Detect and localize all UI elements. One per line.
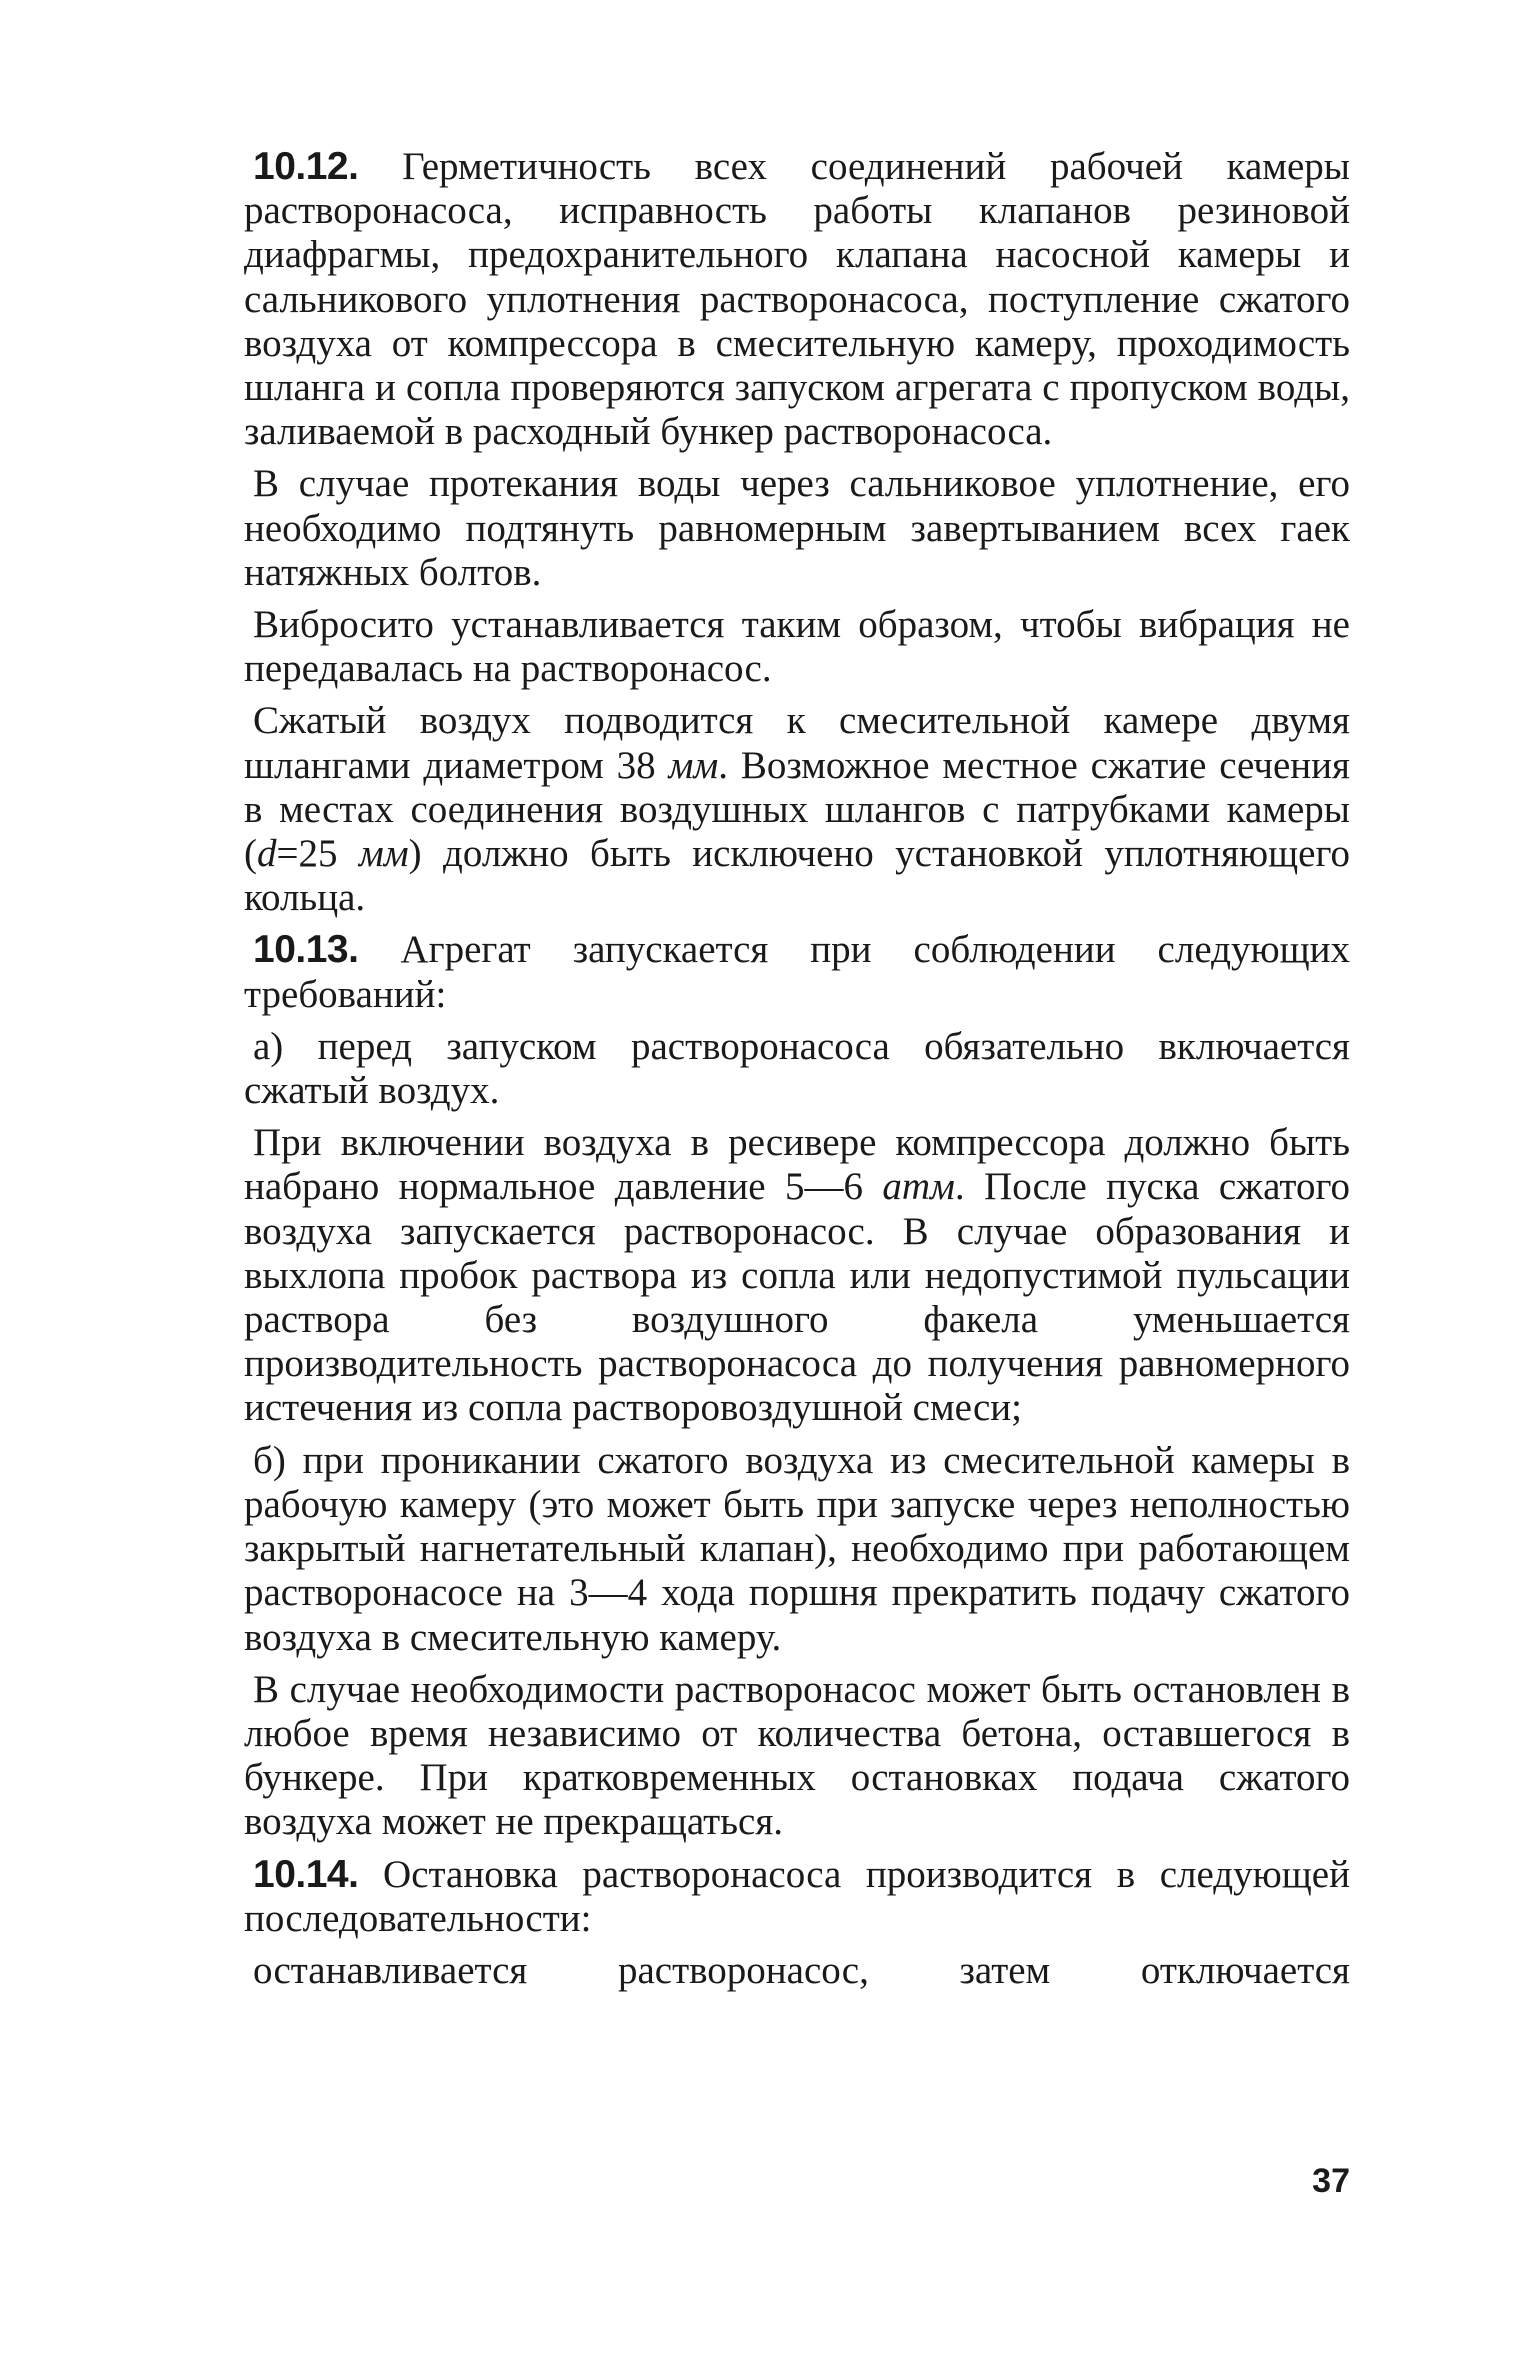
paragraph-text: При включении воздуха в ресивере компрессора должно быть набрано нормальное давление 5—6 bbox=[244, 1121, 1350, 1209]
paragraph-text: Герметичность всех соединений рабочей камеры растворонасоса, исправность работы клапанов резиновой диафрагмы, предохранительного клапана насосной камеры и сальникового уплотнения растворонасоса, поступление сжатого воздуха от компрессора в смесительную камеру, проходимость шланга и сопла проверяются запуском агрегата с пропуском воды, заливаемой в расходный бункер растворонасоса. bbox=[244, 145, 1350, 454]
paragraph-text: б) при проникании сжатого воздуха из смесительной камеры в рабочую камеру (это может быть при запуске через неполностью закрытый нагнетательный клапан), необходимо при работающем растворонасосе на 3—4 хода поршня прекратить подачу сжатого воздуха в смесительную камеру. bbox=[244, 1438, 1350, 1659]
paragraph-10-14 bbox=[244, 1853, 1350, 1941]
unit-atm: атм bbox=[882, 1165, 955, 1209]
paragraph bbox=[244, 1949, 1350, 1993]
paragraph-text: В случае протекания воды через сальниковое уплотнение, его необходимо подтянуть равномерным завертыванием всех гаек натяжных болтов. bbox=[244, 462, 1350, 594]
variable-d: d bbox=[257, 832, 277, 876]
paragraph bbox=[244, 1121, 1350, 1430]
section-number: 10.13. bbox=[253, 928, 359, 972]
paragraph-text: Остановка растворонасоса производится в следующей последовательности: bbox=[244, 1852, 1350, 1940]
paragraph-text: . После пуска сжатого воздуха запускается растворонасос. В случае образования и выхлопа пробок раствора из сопла или недопустимой пульсации раствора без воздушного факела уменьшается производительность растворонасоса до получения равномерного истечения из сопла растворовоздушной смеси; bbox=[244, 1165, 1350, 1430]
section-number: 10.12. bbox=[253, 145, 359, 188]
unit-mm: мм bbox=[668, 743, 719, 787]
paragraph bbox=[244, 1668, 1350, 1845]
body-text bbox=[244, 145, 1350, 2001]
paragraph-text: В случае необходимости растворонасос может быть остановлен в любое время независимо от количества бетона, оставшегося в бункере. При кратковременных остановках подача сжатого воздуха может не прекращаться. bbox=[244, 1667, 1350, 1844]
paragraph bbox=[244, 603, 1350, 691]
paragraph-text: ) должно быть исключено установкой уплотняющего кольца. bbox=[244, 832, 1350, 920]
list-item-a bbox=[244, 1025, 1350, 1113]
paragraph bbox=[244, 462, 1350, 595]
page-number: 37 bbox=[1312, 2162, 1350, 2200]
unit-mm: мм bbox=[358, 832, 409, 876]
paragraph-10-13 bbox=[244, 928, 1350, 1016]
paragraph-text: =25 bbox=[276, 832, 359, 876]
paragraph-text: Сжатый воздух подводится к смесительной камере двумя шлангами диаметром 38 bbox=[244, 699, 1350, 787]
list-item-b bbox=[244, 1439, 1350, 1660]
paragraph-text: . Возможное местное сжатие сечения в местах соединения воздушных шлангов с патрубками камеры ( bbox=[244, 743, 1350, 876]
paragraph-10-12 bbox=[244, 145, 1350, 454]
paragraph bbox=[244, 699, 1350, 920]
section-number: 10.14. bbox=[253, 1852, 359, 1896]
paragraph-text: останавливается растворонасос, затем отключается bbox=[253, 1948, 1350, 1992]
paragraph-text: Агрегат запускается при соблюдении следующих требований: bbox=[244, 928, 1350, 1016]
paragraph-text: а) перед запуском растворонасоса обязательно включается сжатый воздух. bbox=[244, 1024, 1350, 1113]
paragraph-text: Вибросито устанавливается таким образом, чтобы вибрация не передавалась на растворонасос. bbox=[244, 603, 1350, 691]
